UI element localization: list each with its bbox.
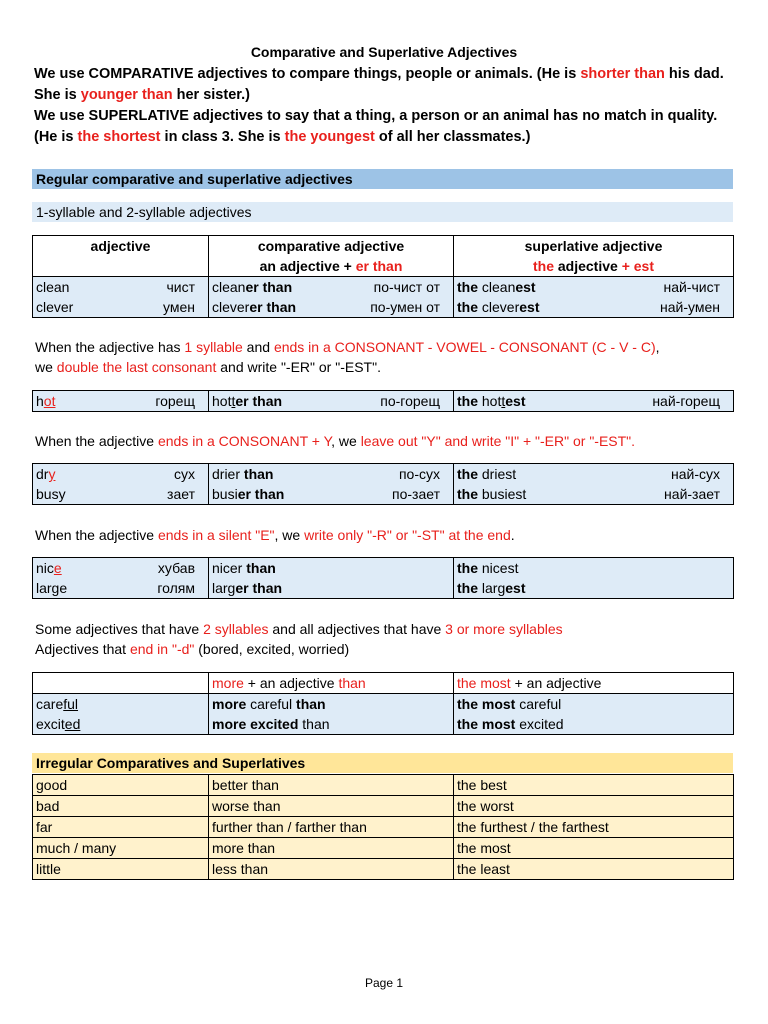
irregular-sup: the furthest / the farthest (454, 817, 734, 838)
table-row (33, 859, 734, 880)
irregular-sup: the most (454, 838, 734, 859)
silent-e-table (32, 557, 734, 599)
irregular-adj: much / many (33, 838, 209, 859)
table-row: dry сух drier than по-сух the driest най-сух (33, 464, 734, 485)
irregular-adj: bad (33, 796, 209, 817)
table-row (33, 796, 734, 817)
irregular-sup: the least (454, 859, 734, 880)
rule-cvc: When the adjective has 1 syllable and ends in a CONSONANT - VOWEL - CONSONANT (C - V - C), we double the last consonant and write "-ER" or "-EST". (35, 339, 660, 375)
table-row (33, 775, 734, 796)
table-header-row: more + an adjective than the most + an adjective (33, 673, 734, 694)
intro-paragraph: We use COMPARATIVE adjectives to compare things, people or animals. (He is shorter than his dad. She is younger than her sister.) We use SUPERLATIVE adjectives to say that a thing, a person or an animal has no match in quality. (He is the shortest in class 3. She is the youngest of all her classmates.) (34, 66, 724, 145)
header-comparative: comparative adjective an adjective + er than (209, 236, 454, 277)
irregular-sup: the worst (454, 796, 734, 817)
rule-consonant-y: When the adjective ends in a CONSONANT + Y, we leave out "Y" and write "I" + "-ER" or "-EST". (35, 433, 636, 449)
irregular-comp: more than (209, 838, 454, 859)
irregular-comp: better than (209, 775, 454, 796)
table-row: clean чист cleaner than по-чист от the cleanest най-чист (33, 277, 734, 298)
regular-adjectives-table (32, 235, 734, 318)
table-row: large голям larger than the largest (33, 578, 734, 599)
table-row: busy зает busier than по-зает the busiest най-зает (33, 484, 734, 505)
irregular-table (32, 774, 734, 880)
cvc-table (32, 390, 734, 412)
header-superlative: superlative adjective the adjective + est (454, 236, 734, 277)
irregular-adj: good (33, 775, 209, 796)
section-heading-regular: Regular comparative and superlative adjectives (32, 169, 733, 189)
irregular-sup: the best (454, 775, 734, 796)
rule-silent-e: When the adjective ends in a silent "E", we write only "-R" or "-ST" at the end. (35, 527, 515, 543)
irregular-comp: worse than (209, 796, 454, 817)
irregular-comp: less than (209, 859, 454, 880)
consonant-y-table (32, 463, 734, 505)
section-heading-irregular: Irregular Comparatives and Superlatives (32, 753, 733, 773)
rule-long-adjectives: Some adjectives that have 2 syllables and all adjectives that have 3 or more syllables Adjectives that end in "-d" (bored, excited, worried) (35, 621, 563, 657)
table-row: careful more careful than the most careful (33, 694, 734, 715)
table-row: nice хубав nicer than the nicest (33, 558, 734, 579)
table-header-row (33, 236, 734, 277)
table-row (33, 817, 734, 838)
irregular-adj: little (33, 859, 209, 880)
table-row: excited more excited than the most excited (33, 714, 734, 735)
table-row: clever умен cleverer than по-умен от the cleverest най-умен (33, 297, 734, 318)
table-row (33, 838, 734, 859)
header-adjective: adjective (33, 236, 209, 277)
page-number: Page 1 (364, 976, 404, 990)
long-adjectives-table (32, 672, 734, 735)
page-title: Comparative and Superlative Adjectives (250, 44, 518, 60)
table-row: hot горещ hotter than по-горещ the hottest най-горещ (33, 391, 734, 412)
irregular-comp: further than / farther than (209, 817, 454, 838)
section-heading-syllable: 1-syllable and 2-syllable adjectives (32, 202, 733, 222)
irregular-adj: far (33, 817, 209, 838)
